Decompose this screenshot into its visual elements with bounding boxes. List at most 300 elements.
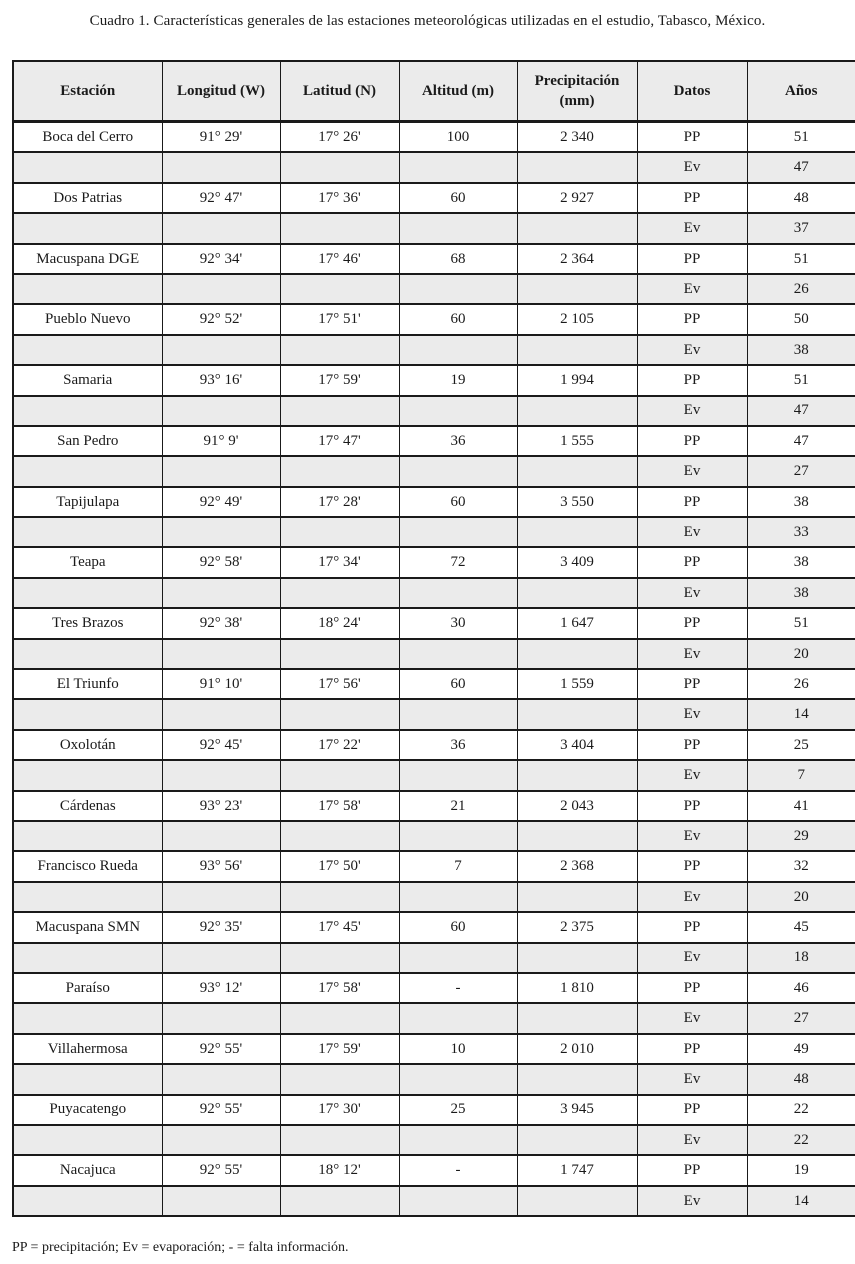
pp-years-cell: 51 <box>747 365 855 395</box>
ev-years-cell: 48 <box>747 1064 855 1094</box>
longitude-cell: 93° 16' <box>162 365 280 395</box>
empty-cell <box>280 639 399 669</box>
precipitation-cell: 3 550 <box>517 487 637 517</box>
longitude-cell: 93° 12' <box>162 973 280 1003</box>
data-type-pp-cell: PP <box>637 1034 747 1064</box>
data-type-pp-cell: PP <box>637 365 747 395</box>
ev-years-cell: 22 <box>747 1125 855 1155</box>
ev-years-cell: 27 <box>747 456 855 486</box>
empty-cell <box>280 821 399 851</box>
pp-years-cell: 32 <box>747 851 855 881</box>
empty-cell <box>162 335 280 365</box>
empty-cell <box>399 882 517 912</box>
latitude-cell: 17° 26' <box>280 122 399 153</box>
altitude-cell: 30 <box>399 608 517 638</box>
latitude-cell: 17° 59' <box>280 1034 399 1064</box>
data-type-pp-cell: PP <box>637 912 747 942</box>
pp-years-cell: 25 <box>747 730 855 760</box>
empty-cell <box>280 396 399 426</box>
empty-cell <box>13 943 162 973</box>
station-ev-row <box>13 213 855 243</box>
precipitation-cell: 3 945 <box>517 1095 637 1125</box>
data-type-ev-cell: Ev <box>637 760 747 790</box>
latitude-cell: 17° 59' <box>280 365 399 395</box>
station-name-cell: Francisco Rueda <box>13 851 162 881</box>
station-pp-row <box>13 669 855 699</box>
empty-cell <box>13 578 162 608</box>
data-type-pp-cell: PP <box>637 669 747 699</box>
precipitation-cell: 1 994 <box>517 365 637 395</box>
altitude-cell: 25 <box>399 1095 517 1125</box>
empty-cell <box>13 1186 162 1216</box>
station-ev-row <box>13 1125 855 1155</box>
latitude-cell: 17° 50' <box>280 851 399 881</box>
empty-cell <box>162 578 280 608</box>
station-ev-row <box>13 152 855 182</box>
empty-cell <box>399 1003 517 1033</box>
ev-years-cell: 38 <box>747 578 855 608</box>
station-ev-row <box>13 274 855 304</box>
table-body <box>13 122 855 1217</box>
data-type-ev-cell: Ev <box>637 882 747 912</box>
empty-cell <box>517 274 637 304</box>
latitude-cell: 17° 34' <box>280 547 399 577</box>
empty-cell <box>13 456 162 486</box>
empty-cell <box>280 882 399 912</box>
longitude-cell: 91° 29' <box>162 122 280 153</box>
station-ev-row <box>13 943 855 973</box>
empty-cell <box>399 1186 517 1216</box>
station-ev-row <box>13 821 855 851</box>
empty-cell <box>280 335 399 365</box>
station-ev-row <box>13 456 855 486</box>
altitude-cell: 68 <box>399 244 517 274</box>
empty-cell <box>13 1064 162 1094</box>
altitude-cell: 36 <box>399 426 517 456</box>
empty-cell <box>162 517 280 547</box>
station-name-cell: Samaria <box>13 365 162 395</box>
data-type-ev-cell: Ev <box>637 578 747 608</box>
altitude-cell: 60 <box>399 304 517 334</box>
station-name-cell: Dos Patrias <box>13 183 162 213</box>
empty-cell <box>517 456 637 486</box>
station-name-cell: Oxolotán <box>13 730 162 760</box>
empty-cell <box>517 213 637 243</box>
empty-cell <box>13 396 162 426</box>
station-name-cell: Tapijulapa <box>13 487 162 517</box>
station-ev-row <box>13 882 855 912</box>
longitude-cell: 92° 55' <box>162 1095 280 1125</box>
latitude-cell: 17° 36' <box>280 183 399 213</box>
empty-cell <box>517 1003 637 1033</box>
station-ev-row <box>13 1003 855 1033</box>
precipitation-cell: 2 927 <box>517 183 637 213</box>
station-ev-row <box>13 578 855 608</box>
altitude-cell: 60 <box>399 912 517 942</box>
empty-cell <box>280 578 399 608</box>
ev-years-cell: 37 <box>747 213 855 243</box>
data-type-ev-cell: Ev <box>637 456 747 486</box>
station-pp-row <box>13 183 855 213</box>
station-pp-row <box>13 730 855 760</box>
precipitation-cell: 3 409 <box>517 547 637 577</box>
empty-cell <box>517 396 637 426</box>
station-name-cell: Tres Brazos <box>13 608 162 638</box>
altitude-cell: 21 <box>399 791 517 821</box>
empty-cell <box>162 1064 280 1094</box>
empty-cell <box>517 1186 637 1216</box>
longitude-cell: 92° 47' <box>162 183 280 213</box>
empty-cell <box>13 699 162 729</box>
pp-years-cell: 41 <box>747 791 855 821</box>
station-name-cell: Pueblo Nuevo <box>13 304 162 334</box>
empty-cell <box>162 882 280 912</box>
table-footnote: PP = precipitación; Ev = evaporación; - = falta información. <box>12 1240 349 1255</box>
data-type-ev-cell: Ev <box>637 517 747 547</box>
data-type-ev-cell: Ev <box>637 1186 747 1216</box>
altitude-cell: - <box>399 973 517 1003</box>
longitude-cell: 92° 34' <box>162 244 280 274</box>
empty-cell <box>13 882 162 912</box>
ev-years-cell: 26 <box>747 274 855 304</box>
station-pp-row <box>13 1155 855 1185</box>
altitude-cell: 19 <box>399 365 517 395</box>
latitude-cell: 17° 58' <box>280 791 399 821</box>
data-type-ev-cell: Ev <box>637 213 747 243</box>
station-name-cell: Cárdenas <box>13 791 162 821</box>
column-header-altitud: Altitud (m) <box>399 61 517 122</box>
station-name-cell: Nacajuca <box>13 1155 162 1185</box>
empty-cell <box>280 760 399 790</box>
data-type-pp-cell: PP <box>637 730 747 760</box>
empty-cell <box>162 152 280 182</box>
ev-years-cell: 27 <box>747 1003 855 1033</box>
data-type-pp-cell: PP <box>637 244 747 274</box>
empty-cell <box>280 699 399 729</box>
altitude-cell: 10 <box>399 1034 517 1064</box>
empty-cell <box>399 396 517 426</box>
ev-years-cell: 47 <box>747 396 855 426</box>
empty-cell <box>517 335 637 365</box>
table-header <box>13 61 855 122</box>
empty-cell <box>13 760 162 790</box>
column-header-datos: Datos <box>637 61 747 122</box>
data-type-pp-cell: PP <box>637 487 747 517</box>
empty-cell <box>399 578 517 608</box>
longitude-cell: 93° 56' <box>162 851 280 881</box>
latitude-cell: 17° 46' <box>280 244 399 274</box>
ev-years-cell: 7 <box>747 760 855 790</box>
precipitation-cell: 1 555 <box>517 426 637 456</box>
data-type-pp-cell: PP <box>637 183 747 213</box>
precipitation-cell: 1 747 <box>517 1155 637 1185</box>
latitude-cell: 17° 47' <box>280 426 399 456</box>
longitude-cell: 92° 45' <box>162 730 280 760</box>
empty-cell <box>517 760 637 790</box>
column-header-latitud: Latitud (N) <box>280 61 399 122</box>
station-name-cell: Paraíso <box>13 973 162 1003</box>
empty-cell <box>280 517 399 547</box>
station-name-cell: San Pedro <box>13 426 162 456</box>
empty-cell <box>399 1064 517 1094</box>
empty-cell <box>162 639 280 669</box>
empty-cell <box>162 274 280 304</box>
altitude-cell: 36 <box>399 730 517 760</box>
altitude-cell: 72 <box>399 547 517 577</box>
precipitation-cell: 2 010 <box>517 1034 637 1064</box>
station-ev-row <box>13 699 855 729</box>
empty-cell <box>280 274 399 304</box>
data-type-ev-cell: Ev <box>637 396 747 426</box>
precipitation-cell: 1 559 <box>517 669 637 699</box>
longitude-cell: 92° 49' <box>162 487 280 517</box>
ev-years-cell: 38 <box>747 335 855 365</box>
station-ev-row <box>13 517 855 547</box>
station-pp-row <box>13 851 855 881</box>
precipitation-cell: 2 368 <box>517 851 637 881</box>
station-name-cell: Boca del Cerro <box>13 122 162 153</box>
station-pp-row <box>13 304 855 334</box>
pp-years-cell: 46 <box>747 973 855 1003</box>
data-type-pp-cell: PP <box>637 608 747 638</box>
empty-cell <box>399 517 517 547</box>
empty-cell <box>399 1125 517 1155</box>
empty-cell <box>13 152 162 182</box>
column-header-estacion: Estación <box>13 61 162 122</box>
empty-cell <box>280 152 399 182</box>
precipitation-cell: 2 375 <box>517 912 637 942</box>
station-pp-row <box>13 244 855 274</box>
longitude-cell: 92° 55' <box>162 1034 280 1064</box>
latitude-cell: 17° 56' <box>280 669 399 699</box>
ev-years-cell: 14 <box>747 1186 855 1216</box>
data-type-ev-cell: Ev <box>637 1003 747 1033</box>
data-type-ev-cell: Ev <box>637 274 747 304</box>
empty-cell <box>517 152 637 182</box>
pp-years-cell: 48 <box>747 183 855 213</box>
empty-cell <box>13 517 162 547</box>
longitude-cell: 92° 38' <box>162 608 280 638</box>
empty-cell <box>399 152 517 182</box>
data-type-pp-cell: PP <box>637 122 747 153</box>
latitude-cell: 17° 28' <box>280 487 399 517</box>
pp-years-cell: 51 <box>747 122 855 153</box>
station-pp-row <box>13 365 855 395</box>
empty-cell <box>162 699 280 729</box>
empty-cell <box>517 639 637 669</box>
data-type-pp-cell: PP <box>637 426 747 456</box>
data-type-ev-cell: Ev <box>637 639 747 669</box>
stations-table <box>12 60 855 1217</box>
ev-years-cell: 47 <box>747 152 855 182</box>
longitude-cell: 91° 9' <box>162 426 280 456</box>
precipitation-cell: 2 105 <box>517 304 637 334</box>
empty-cell <box>13 274 162 304</box>
data-type-ev-cell: Ev <box>637 152 747 182</box>
altitude-cell: 100 <box>399 122 517 153</box>
precipitation-cell: 1 810 <box>517 973 637 1003</box>
latitude-cell: 17° 45' <box>280 912 399 942</box>
empty-cell <box>13 639 162 669</box>
data-type-pp-cell: PP <box>637 1095 747 1125</box>
station-name-cell: Macuspana SMN <box>13 912 162 942</box>
station-ev-row <box>13 760 855 790</box>
station-ev-row <box>13 1186 855 1216</box>
empty-cell <box>162 213 280 243</box>
pp-years-cell: 49 <box>747 1034 855 1064</box>
empty-cell <box>399 274 517 304</box>
altitude-cell: 60 <box>399 669 517 699</box>
station-pp-row <box>13 1095 855 1125</box>
longitude-cell: 92° 58' <box>162 547 280 577</box>
station-ev-row <box>13 639 855 669</box>
empty-cell <box>13 335 162 365</box>
station-pp-row <box>13 547 855 577</box>
pp-years-cell: 50 <box>747 304 855 334</box>
empty-cell <box>280 943 399 973</box>
longitude-cell: 92° 35' <box>162 912 280 942</box>
ev-years-cell: 18 <box>747 943 855 973</box>
empty-cell <box>162 821 280 851</box>
station-pp-row <box>13 487 855 517</box>
ev-years-cell: 33 <box>747 517 855 547</box>
latitude-cell: 17° 58' <box>280 973 399 1003</box>
longitude-cell: 93° 23' <box>162 791 280 821</box>
pp-years-cell: 45 <box>747 912 855 942</box>
pp-years-cell: 22 <box>747 1095 855 1125</box>
empty-cell <box>517 699 637 729</box>
empty-cell <box>162 456 280 486</box>
empty-cell <box>162 1003 280 1033</box>
empty-cell <box>13 821 162 851</box>
empty-cell <box>13 213 162 243</box>
latitude-cell: 17° 22' <box>280 730 399 760</box>
empty-cell <box>280 1186 399 1216</box>
pp-years-cell: 51 <box>747 608 855 638</box>
latitude-cell: 18° 24' <box>280 608 399 638</box>
ev-years-cell: 29 <box>747 821 855 851</box>
station-ev-row <box>13 396 855 426</box>
altitude-cell: 60 <box>399 183 517 213</box>
pp-years-cell: 51 <box>747 244 855 274</box>
empty-cell <box>517 882 637 912</box>
ev-years-cell: 14 <box>747 699 855 729</box>
empty-cell <box>517 1125 637 1155</box>
station-ev-row <box>13 1064 855 1094</box>
data-type-ev-cell: Ev <box>637 1125 747 1155</box>
precipitation-cell: 2 340 <box>517 122 637 153</box>
empty-cell <box>399 943 517 973</box>
precipitation-cell: 1 647 <box>517 608 637 638</box>
empty-cell <box>280 456 399 486</box>
station-ev-row <box>13 335 855 365</box>
station-name-cell: El Triunfo <box>13 669 162 699</box>
ev-years-cell: 20 <box>747 639 855 669</box>
station-pp-row <box>13 122 855 153</box>
station-pp-row <box>13 1034 855 1064</box>
pp-years-cell: 38 <box>747 487 855 517</box>
empty-cell <box>399 639 517 669</box>
longitude-cell: 92° 52' <box>162 304 280 334</box>
latitude-cell: 17° 30' <box>280 1095 399 1125</box>
latitude-cell: 18° 12' <box>280 1155 399 1185</box>
empty-cell <box>399 335 517 365</box>
data-type-pp-cell: PP <box>637 851 747 881</box>
longitude-cell: 91° 10' <box>162 669 280 699</box>
pp-years-cell: 26 <box>747 669 855 699</box>
data-type-pp-cell: PP <box>637 304 747 334</box>
column-header-precipitacion: Precipitación (mm) <box>517 61 637 122</box>
empty-cell <box>517 821 637 851</box>
precipitation-cell: 2 364 <box>517 244 637 274</box>
empty-cell <box>162 943 280 973</box>
empty-cell <box>280 1125 399 1155</box>
empty-cell <box>399 760 517 790</box>
empty-cell <box>399 456 517 486</box>
empty-cell <box>280 213 399 243</box>
station-name-cell: Villahermosa <box>13 1034 162 1064</box>
empty-cell <box>517 517 637 547</box>
empty-cell <box>517 1064 637 1094</box>
station-pp-row <box>13 426 855 456</box>
empty-cell <box>162 760 280 790</box>
station-name-cell: Teapa <box>13 547 162 577</box>
longitude-cell: 92° 55' <box>162 1155 280 1185</box>
altitude-cell: 60 <box>399 487 517 517</box>
precipitation-cell: 3 404 <box>517 730 637 760</box>
ev-years-cell: 20 <box>747 882 855 912</box>
empty-cell <box>13 1003 162 1033</box>
data-type-pp-cell: PP <box>637 791 747 821</box>
pp-years-cell: 19 <box>747 1155 855 1185</box>
empty-cell <box>162 1125 280 1155</box>
data-type-pp-cell: PP <box>637 973 747 1003</box>
latitude-cell: 17° 51' <box>280 304 399 334</box>
empty-cell <box>399 213 517 243</box>
empty-cell <box>162 1186 280 1216</box>
altitude-cell: - <box>399 1155 517 1185</box>
empty-cell <box>517 943 637 973</box>
data-type-ev-cell: Ev <box>637 943 747 973</box>
station-pp-row <box>13 973 855 1003</box>
data-type-ev-cell: Ev <box>637 1064 747 1094</box>
station-name-cell: Puyacatengo <box>13 1095 162 1125</box>
empty-cell <box>399 699 517 729</box>
empty-cell <box>280 1003 399 1033</box>
data-type-pp-cell: PP <box>637 547 747 577</box>
pp-years-cell: 47 <box>747 426 855 456</box>
pp-years-cell: 38 <box>747 547 855 577</box>
empty-cell <box>280 1064 399 1094</box>
station-pp-row <box>13 608 855 638</box>
empty-cell <box>13 1125 162 1155</box>
column-header-longitud: Longitud (W) <box>162 61 280 122</box>
data-type-ev-cell: Ev <box>637 335 747 365</box>
data-type-ev-cell: Ev <box>637 699 747 729</box>
column-header-anos: Años <box>747 61 855 122</box>
station-pp-row <box>13 791 855 821</box>
precipitation-cell: 2 043 <box>517 791 637 821</box>
header-row <box>13 61 855 122</box>
altitude-cell: 7 <box>399 851 517 881</box>
table-caption: Cuadro 1. Características generales de las estaciones meteorológicas utilizadas en el estudio, Tabasco, México. <box>89 13 766 29</box>
empty-cell <box>162 396 280 426</box>
empty-cell <box>399 821 517 851</box>
data-type-ev-cell: Ev <box>637 821 747 851</box>
station-name-cell: Macuspana DGE <box>13 244 162 274</box>
data-type-pp-cell: PP <box>637 1155 747 1185</box>
station-pp-row <box>13 912 855 942</box>
